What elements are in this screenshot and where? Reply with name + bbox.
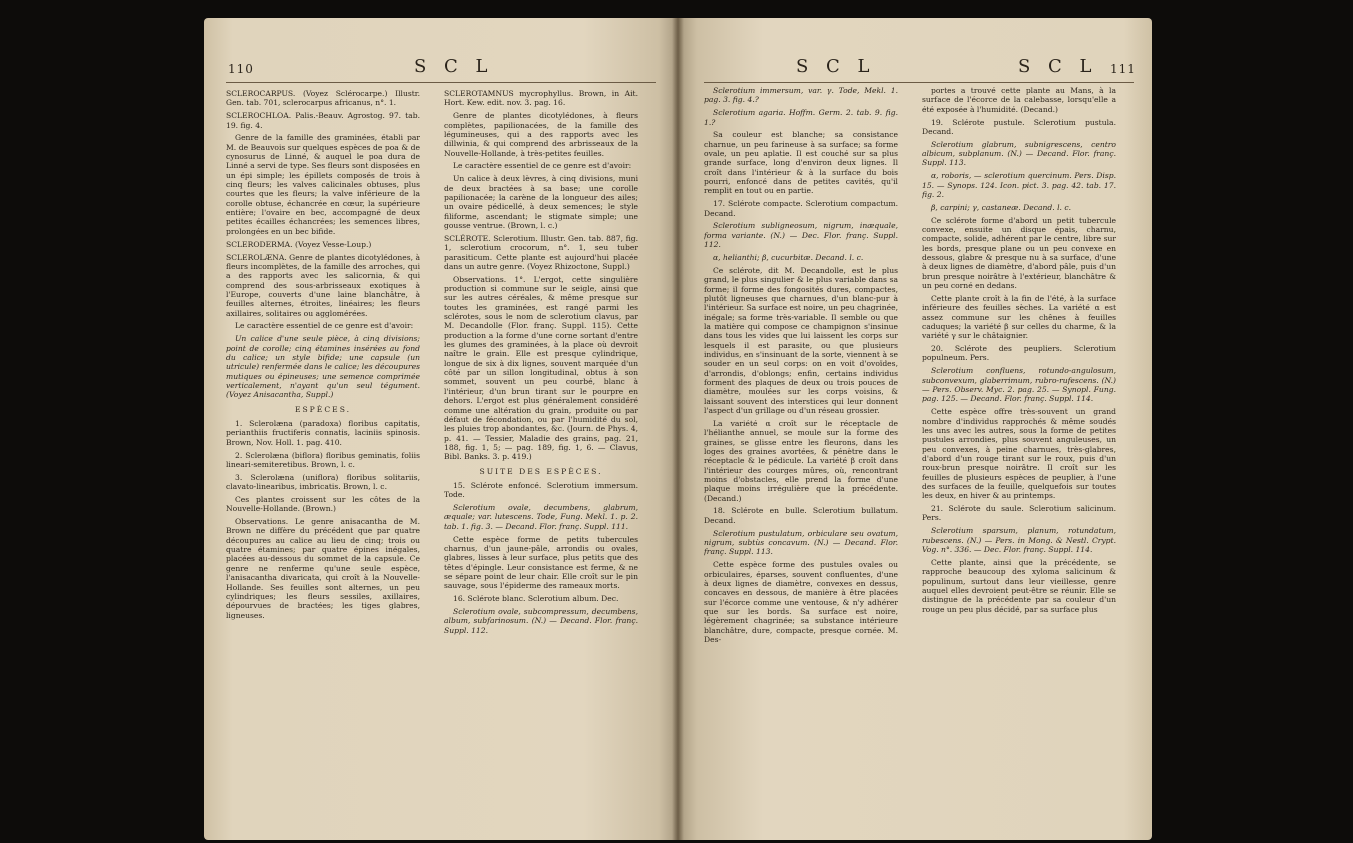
text-paragraph: 15. Sclérote enfoncé. Sclerotium immersum. Tode. <box>444 480 638 500</box>
text-paragraph: Cette espèce forme de petits tubercules charnus, d'un jaune-pâle, arrondis ou ovales, glabres, lisses à leur surface, plus petits que des têtes d'épingle. Leur consistance est ferme, & ne se sépare point de leur chair. Elle croît sur le pin sauvage, sous l'épiderme des rameaux morts. <box>444 534 638 591</box>
text-paragraph: Le caractère essentiel de ce genre est d'avoir: <box>453 161 632 171</box>
text-paragraph: Le caractère essentiel de ce genre est d'avoir: <box>235 321 414 331</box>
text-paragraph: Cette plante croît à la fin de l'été, à la surface inférieure des feuilles sèches. La variété α est assez commune sur les chênes à feuilles caduques; la variété β sur celles du charme, & la variété γ sur le châtaignier. <box>922 293 1116 341</box>
text-paragraph: La variété α croît sur le réceptacle de l'hélianthe annuel, se moule sur la forme des graines, se glisse entre les fleurons, dans les loges des graines avortées, & pénètre dans le réceptacle & le pédicule. La variété β croît dans l'intérieur des courges mûres, où, rencontrant moins d'obstacles, elle prend la forme d'une plaque moins irrégulière que la précédente. (Decand.) <box>704 418 898 503</box>
right-page <box>678 18 1152 840</box>
text-paragraph: SCLEROCHLOA. Palis.-Beauv. Agrostog. 97. tab. 19. fig. 4. <box>226 111 420 130</box>
running-head-repeat: S C L <box>1018 56 1098 77</box>
open-book <box>204 18 1152 840</box>
text-paragraph: Cette espèce forme des pustules ovales ou orbiculaires, éparses, souvent confluentes, d'une à deux lignes de diamètre, convexes en dessus, concaves en dessous, de manière à être placées sur l'écorce comme une ventouse, & n'y adhérer que sur les bords. Sa surface est noire, légèrement chagrinée; sa substance intérieure blanchâtre, dure, compacte, presque cornée. M. Des- <box>704 560 898 644</box>
text-paragraph: Sclerotium subligneosum, nigrum, inæquale, forma variante. (N.) — Dec. Flor. franç. Suppl. 112. <box>704 221 898 250</box>
text-paragraph: portes a trouvé cette plante au Mans, à la surface de l'écorce de la calebasse, lorsqu'elle a été exposée à l'humidité. (Decand.) <box>922 86 1116 114</box>
text-paragraph: Ce sclérote forme d'abord un petit tubercule convexe, ensuite un disque épais, charnu, compacte, solide, adhérent par le centre, libre sur les bords, presque plane ou un peu convexe en dessous, glabre & presque nu à sa surface, d'une à deux lignes de diamètre, d'abord pâle, puis d'un brun presque noirâtre à l'extérieur, blanchâtre & un peu corné en dedans. <box>922 215 1116 291</box>
text-paragraph: α, helianthi; β, cucurbitæ. Decand. l. c. <box>713 253 864 262</box>
running-head: S C L <box>414 56 494 77</box>
text-paragraph: 2. Sclerolæna (biflora) floribus geminatis, foliis lineari-semiteretibus. Brown, l. c. <box>226 450 420 469</box>
text-paragraph: 16. Sclérote blanc. Sclerotium album. Dec. <box>453 594 619 604</box>
right-page-column-1 <box>704 86 898 806</box>
text-paragraph: Sclerotium confluens, rotundo-angulosum, subconvexum, glaberrimum, rubro-rufescens. (N.) — Pers. Observ. Myc. 2. pag. 25. — Synopl. Fung. pag. 125. — Decand. Flor. franç. Suppl. 114. <box>922 366 1116 404</box>
text-paragraph: Genre de plantes dicotylédones, à fleurs complètes, papilionacées, de la famille des légumineuses, qui a des rapports avec les dillwinia, & qui comprend des arbrisseaux de la Nouvelle-Hollande, à très-petites feuilles. <box>444 111 638 158</box>
text-paragraph: Sclerotium ovale, decumbens, glabrum, æquale; var. lutescens. Tode, Fung. Mekl. 1. p. 2. tab. 1. fig. 3. — Decand. Flor. franç. Suppl. 111. <box>444 503 638 531</box>
text-paragraph: SCLÉROTE. Sclerotium. Illustr. Gen. tab. 887, fig. 1, sclerotium crocorum, n°. 1, seu tuber parasiticum. Cette plante est aujourd'hui placée dans un autre genre. (Voyez Rhizoctone, Suppl.) <box>444 233 638 271</box>
left-page <box>204 18 678 840</box>
text-paragraph: Sclerotium immersum, var. γ. Tode, Mekl. 1. pag. 3. fig. 4.? <box>704 86 898 105</box>
text-paragraph: 18. Sclérote en bulle. Sclerotium bullatum. Decand. <box>704 506 898 525</box>
text-paragraph: α, roboris, — sclerotium quercinum. Pers. Disp. 15. — Synops. 124. Icon. pict. 3. pag. 42. tab. 17. fig. 2. <box>922 171 1116 199</box>
text-paragraph: Sclerotium ovale, subcompressum, decumbens, album, subfarinosum. (N.) — Decand. Flor. franç. Suppl. 112. <box>444 607 638 635</box>
text-paragraph: 3. Sclerolæna (uniflora) floribus solitariis, clavato-linearibus, imbricatis. Brown, l. c. <box>226 472 420 492</box>
text-paragraph: 21. Sclérote du saule. Sclerotium salicinum. Pers. <box>922 504 1116 523</box>
text-paragraph: β, carpini; γ, castaneæ. Decand. l. c. <box>931 202 1072 212</box>
text-paragraph: Sclerotium glabrum, subnigrescens, centro albicum, subplanum. (N.) — Decand. Flor. franç. Suppl. 113. <box>922 139 1116 168</box>
text-paragraph: ESPÈCES. <box>294 404 352 414</box>
text-paragraph: 1. Sclerolæna (paradoxa) floribus capitatis, perianthiis fructiferis connatis, laciniis spinosis. Brown, Nov. Holl. 1. pag. 410. <box>226 419 420 447</box>
header-rule <box>226 82 656 83</box>
text-paragraph: Un calice à deux lèvres, à cinq divisions, muni de deux bractées à sa base; une corolle papilionacée; la carène de la longueur des ailes; un ovaire pédicellé, à deux semences; le style filiforme, ascendant; le stigmate simple; une gousse ventrue. (Brown, l. c.) <box>444 174 638 230</box>
text-paragraph: SCLEROLÆNA. Genre de plantes dicotylédones, à fleurs incomplètes, de la famille des arroches, qui a des rapports avec les salicornia, & qui comprend des sous-arbrisseaux exotiques à l'Europe, couverts d'une laine blanchâtre, à feuilles alternes, étroites, linéaires; les fleurs axillaires, solitaires ou agglomérées. <box>226 252 420 318</box>
text-paragraph: Ces plantes croissent sur les côtes de la Nouvelle-Hollande. (Brown.) <box>226 494 420 514</box>
text-paragraph: Observations. Le genre anisacantha de M. Brown ne diffère du précédent que par quatre découpures au calice au lieu de cinq; trois ou quatre étamines; par quatre épines inégales, placées au-dessous du sommet de la capsule. Ce genre ne renferme qu'une seule espèce, l'anisacantha divaricata, qui croît à la Nouvelle-Hollande. Ses feuilles sont alternes, un peu cylindriques; les fleurs sessiles, axillaires, dépourvues de bractées; les tiges glabres, ligneuses. <box>226 517 420 620</box>
page-number: 111 <box>1110 62 1136 76</box>
left-page-column-1 <box>226 86 420 806</box>
text-paragraph: Cette plante, ainsi que la précédente, se rapproche beaucoup des xyloma salicinum & populinum, surtout dans leur vieillesse, genre auquel elles devroient peut-être se réunir. Elle se distingue de la précédente par sa couleur d'un rouge un peu plus décidé, par sa surface plus <box>922 557 1116 614</box>
text-paragraph: Ce sclérote, dit M. Decandolle, est le plus grand, le plus singulier & le plus variable dans sa forme; il forme des fongosités dures, compactes, plutôt ligneuses que charnues, d'un blanc-pur à l'intérieur. Sa surface est noire, un peu chagrinée, inégale; sa forme très-variable. Il semble ou que la matière qui compose ce champignon s'insinue dans tous les vides que lui laissent les corps sur lesquels il est parasite, ou que plusieurs individus, en s'insinuant de la sorte, viennent à se souder en un seul corps: on en voit d'ovoïdes, d'arrondis, d'oblongs; enfin, certains individus forment des plaques de deux ou trois pouces de diamètre, moulées sur les corps voisins, & laissant souvent des interstices qui leur donnent l'aspect d'un grillage ou d'un réseau grossier. <box>704 265 898 415</box>
book-gutter <box>672 18 684 840</box>
text-paragraph: Sclerotium sparsum, planum, rotundatum, rubescens. (N.) — Pers. in Mong. & Nestl. Crypt. Vog. n°. 336. — Dec. Flor. franç. Suppl. 114. <box>922 526 1116 554</box>
header-rule <box>704 82 1134 83</box>
text-paragraph: Observations. 1°. L'ergot, cette singulière production si commune sur le seigle, ainsi que sur les autres céréales, & même presque sur toutes les graminées, est rangé parmi les sclérotes, sous le nom de sclerotium clavus, par M. Decandolle (Flor. franç. Suppl. 115). Cette production a la forme d'une corne sortant d'entre les glumes des graminées, à la place où devroit naître le grain. Elle est presque cylindrique, longue de six à dix lignes, souvent marquée d'un côté par un sillon longitudinal, obtus à son sommet, souvent un peu courbé, blanc à l'intérieur, d'un brun tirant sur le pourpre en dehors. L'ergot est plus généralement considéré comme une altération du grain, produite ou par défaut de fécondation, ou par l'humidité du sol, les pluies trop abondantes, &c. (Journ. de Phys. 4, p. 41. — Tessier, Maladie des grains, pag. 21, 188, fig. 1, 5; — pag. 189, fig. 1, 6. — Clavus, Bibl. Banks. 3. p. 419.) <box>444 274 638 462</box>
text-paragraph: SCLEROCARPUS. (Voyez Sclérocarpe.) Illustr. Gen. tab. 701, sclerocarpus africanus, n°. 1. <box>226 89 420 108</box>
text-paragraph: 17. Sclérote compacte. Sclerotium compactum. Decand. <box>704 199 898 218</box>
text-paragraph: Sclerotium agaria. Hoffm. Germ. 2. tab. 9. fig. 1.? <box>704 108 898 127</box>
right-page-column-2 <box>922 86 1116 806</box>
text-paragraph: SCLEROTAMNUS mycrophyllus. Brown, in Ait. Hort. Kew. edit. nov. 3. pag. 16. <box>444 89 638 108</box>
page-number: 110 <box>228 62 254 76</box>
text-paragraph: Un calice d'une seule pièce, à cinq divisions; point de corolle; cinq étamines insérées au fond du calice; un style bifide; une capsule (un utricule) renfermée dans le calice; les découpures mutiques ou épineuses; une semence comprimée verticalement, n'ayant qu'un seul tégument. (Voyez Anisacantha, Suppl.) <box>226 334 420 400</box>
left-page-column-2 <box>444 86 638 806</box>
text-paragraph: SCLERODERMA. (Voyez Vesse-Loup.) <box>226 239 372 249</box>
text-paragraph: Sclerotium pustulatum, orbiculare seu ovatum, nigrum, subtùs concavum. (N.) — Decand. Flor. franç. Suppl. 113. <box>704 528 898 557</box>
text-paragraph: 20. Sclérote des peupliers. Sclerotium populneum. Pers. <box>922 344 1116 363</box>
text-paragraph: SUITE DES ESPÈCES. <box>479 466 603 476</box>
running-head: S C L <box>796 56 876 77</box>
text-paragraph: Genre de la famille des graminées, établi par M. de Beauvois sur quelques espèces de poa & de cynosurus de Linné, & auquel le poa dura de Linné a servi de type. Ses fleurs sont disposées en un épi simple; les épillets composés de trois à cinq fleurs; les valves calicinales obtuses, plus courtes que les fleurs; la valve inférieure de la corolle obtuse, échancrée en cœur, la supérieure entière; l'ovaire en bec, accompagné de deux petites écailles échancrées; les semences libres, prolongées en un bec bifide. <box>226 133 420 236</box>
text-paragraph: Cette espèce offre très-souvent un grand nombre d'individus rapprochés & même soudés les uns avec les autres, sous la forme de petites pustules arrondies, plus souvent anguleuses, un peu convexes, à peine charnues, très-glabres, d'abord d'un rouge tirant sur le roux, puis d'un roux-brun presque noirâtre. Il croît sur les feuilles de plusieurs espèces de peuplier, à l'une des surfaces de la feuille, quelquefois sur toutes les deux, en hiver & au printemps. <box>922 407 1116 501</box>
text-paragraph: Sa couleur est blanche; sa consistance charnue, un peu farineuse à sa surface; sa forme ovale, un peu aplatie. Il est couché sur sa plus grande surface, long d'environ deux lignes. Il croît dans l'intérieur & à la surface du bois pourri, enfoncé dans de petites cavités, qu'il remplit en tout ou en partie. <box>704 130 898 196</box>
text-paragraph: 19. Sclérote pustule. Sclerotium pustula. Decand. <box>922 117 1116 136</box>
